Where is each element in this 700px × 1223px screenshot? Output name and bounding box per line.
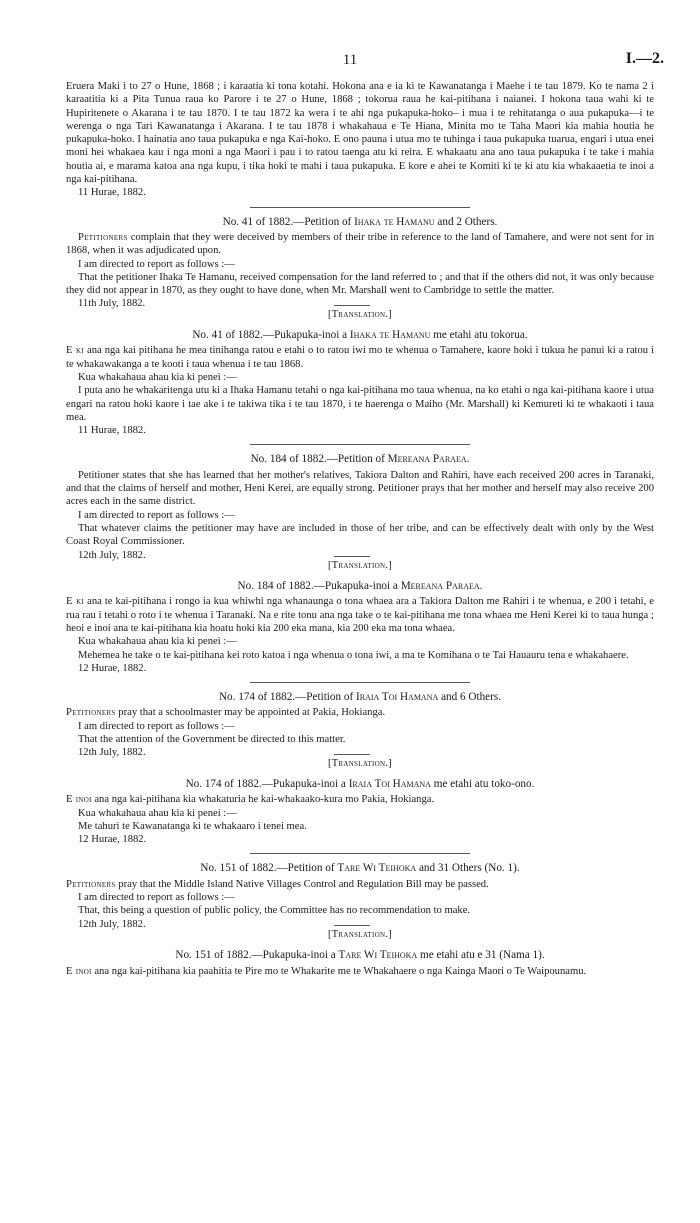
short-divider <box>334 754 370 755</box>
petition-body: Petitioners complain that they were deceived by members of their tribe in reference to the land of Tamahere, and were not sent for in 1868, when it was adjudicated upon. <box>66 231 654 257</box>
maori-body: E inoi ana nga kai-pitihana kia whakaturia he kai-whakaako-kura mo Pakia, Hokianga. <box>66 794 435 806</box>
document-reference: I.—2. <box>625 50 664 67</box>
report-date: 11th July, 1882. <box>78 298 146 310</box>
report-text: That the petitioner Ihaka Te Hamanu, received compensation for the land referred to ; and that if the others did not, it was only because they did not appear in 1870, as they ought to have done, when Mr. Marshall went to Cambridge to settle the matter. <box>66 271 654 297</box>
report-intro: I am directed to report as follows :— <box>78 892 235 904</box>
report-date: 12th July, 1882. <box>78 918 146 930</box>
maori-report-text: I puta ano he whakaritenga utu ki a Ihaka Hamanu tetahi o nga kai-pitihana mo taua whenua, na ko etahi o nga kai-pitihana kaore i utua engari na ratou hoki kaore i tae ake i te takiwa tika i te tau 1870, i te haerenga o Maiho (Mr. Marshall) ki Kemureti ki te whakaoti i taua mea. <box>66 385 654 423</box>
section-divider <box>250 444 470 445</box>
maori-report-text: Mehemea he take o te kai-pitihana kei roto katoa i nga whenua o tona iwi, a ma te Komihana o te Tai Hauauru tena e whakahaere. <box>78 649 629 661</box>
translation-label: [Translation.] <box>327 308 392 320</box>
maori-report-text: Me tahuri te Kawanatanga ki te whakaaro i tenei mea. <box>78 820 307 832</box>
translation-label: [Translation.] <box>327 757 392 769</box>
section-divider <box>250 682 470 683</box>
short-divider <box>334 925 370 926</box>
report-date: 12th July, 1882. <box>78 747 146 759</box>
petition-body: Petitioners pray that a schoolmaster may be appointed at Pakia, Hokianga. <box>66 707 386 719</box>
petition-body: Petitioner states that she has learned that her mother's relatives, Takiora Dalton and Rahiri, have each received 200 acres in Taranaki, and that the claims of herself and mother, Heni Kerei, are equally strong. Petitioner prays that her mother and herself may also receive 200 acres each in the same district. <box>66 469 654 508</box>
translation-label: [Translation.] <box>327 928 392 940</box>
section-divider <box>250 853 470 854</box>
page-content <box>66 80 654 978</box>
short-divider <box>334 556 370 557</box>
petition-body: Petitioners pray that the Middle Island Native Villages Control and Regulation Bill may be passed. <box>66 878 489 890</box>
maori-heading: No. 151 of 1882.—Pukapuka-inoi a Tare Wi Teihoka me etahi atu e 31 (Nama 1). <box>175 949 545 962</box>
report-text: That whatever claims the petitioner may have are included in those of her tribe, and can be effectively dealt with only by the West Coast Royal Commissioner. <box>66 522 654 548</box>
petition-heading: No. 174 of 1882.—Petition of Iraia Toi Hamana and 6 Others. <box>218 691 502 704</box>
page-number: 11 <box>342 52 358 68</box>
maori-heading: No. 174 of 1882.—Pukapuka-inoi a Iraia Toi Hamana me etahi atu toko-ono. <box>185 777 535 790</box>
petition-heading: No. 41 of 1882.—Petition of Ihaka te Hamanu and 2 Others. <box>222 215 498 228</box>
maori-heading: No. 41 of 1882.—Pukapuka-inoi a Ihaka te Hamanu me etahi atu tokorua. <box>192 329 528 342</box>
maori-report-intro: Kua whakahaua ahau kia ki penei :— <box>78 636 237 648</box>
maori-body: E ki ana nga kai pitihana he mea tinihanga ratou e etahi o to ratou iwi mo te whenua o Tamahere, kaore hoki i tukua he panui ki a ratou i te whakawakanga a te kooti i taua whenua i te tau 1868. <box>66 345 654 370</box>
petition-heading: No. 151 of 1882.—Petition of Tare Wi Teihoka and 31 Others (No. 1). <box>200 862 520 875</box>
maori-report-intro: Kua whakahaua ahau kia ki penei :— <box>78 807 237 819</box>
petition-heading: No. 184 of 1882.—Petition of Mereana Paraea. <box>250 453 470 466</box>
short-divider <box>334 305 370 306</box>
maori-body: E inoi ana nga kai-pitihana kia paahitia te Pire mo te Whakarite me te Whakahaere o nga Kainga Maori o Te Waipounamu. <box>66 965 587 977</box>
maori-date: 12 Hurae, 1882. <box>78 834 147 846</box>
report-text: That, this being a question of public policy, the Committee has no recommendation to make. <box>78 905 471 917</box>
report-intro: I am directed to report as follows :— <box>78 509 235 521</box>
report-intro: I am directed to report as follows :— <box>78 258 235 270</box>
report-intro: I am directed to report as follows :— <box>78 720 235 732</box>
report-text: That the attention of the Government be directed to this matter. <box>78 734 346 746</box>
intro-paragraph: Eruera Maki i to 27 o Hune, 1868 ; i karaatia ki tona kotahi. Hokona ana e ia ki te Kawanatanga i Maehe i te tau 1879. Ko te nama 2 i karaatitia ki a Pita Tunua raua ko Parore i te 27 o Hune, 1868 ; tokorua raua he kai-pitihana i naianei. I hokona taua wahi ki te Hupiritenete o Akarana i te tau 1870. I te tau 1872 ka wera i te ahi nga pukapuka-hoko– i mua i te rehitatanga o aua pukapuka—i te werenga o nga Tari Kawanatanga i Akarana. I te tau 1878 i whakahaua e Te Hiana, Minita mo te Taha Maori kia mahia houtia he pukapuka-hoko. I hainatia ano taua pukapuka e nga Kai-hoko. E ono pauna i utua mo te tuhinga i taua pukapuka tuarua, engari i utua enei moni hei whakaea kau i nga moni a nga Maori i pau i to ratou taenga atu ki reira. E whakaatu ana ano taua pukapuka i te take i mahia houtia ai, e marama katoa ana nga kupu, i tika hoki te mahi i taua pukapuka. E kore e ahei te Komiti ki te ki atu kia whakaaetia te inoi a nga kai-pitihana. <box>66 81 654 186</box>
maori-report-intro: Kua whakahaua ahau kia ki penei :— <box>78 371 237 383</box>
maori-heading: No. 184 of 1882.—Pukapuka-inoi a Mereana Paraea. <box>237 580 483 593</box>
maori-body: E ki ana te kai-pitihana i rongo ia kua whiwhi nga whanaunga o tona whaea ara a Takiora Dalton me Rahiri i te whenua, e 200 i tetahi, e rua rau i tetahi o roto i te whenua i Taranaki. Na e rite tonu ana nga take o te kai-pitihana me tona whaea me Heni Kerei ki to taua hunga ; heoi e inoi ana te kai-pitihana kia hoatu hoki kia 200 eka mana, kia 200 eka ma tona whaea. <box>66 596 654 634</box>
maori-date: 12 Hurae, 1882. <box>78 662 147 674</box>
section-divider <box>250 207 470 208</box>
translation-label: [Translation.] <box>327 559 392 571</box>
report-date: 12th July, 1882. <box>78 549 146 561</box>
intro-date: 11 Hurae, 1882. <box>78 187 146 199</box>
maori-date: 11 Hurae, 1882. <box>78 425 146 437</box>
